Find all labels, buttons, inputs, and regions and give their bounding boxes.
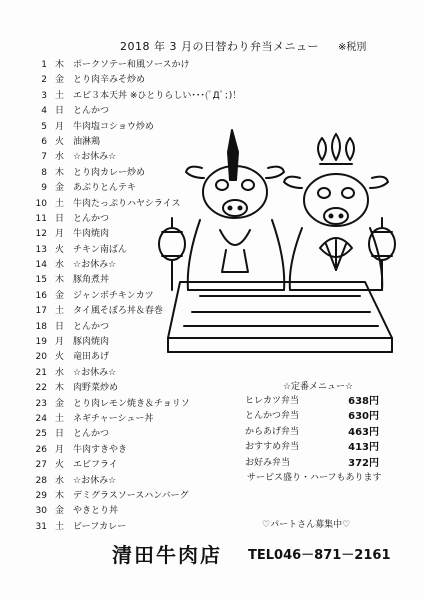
- menu-day: 6: [41, 136, 47, 147]
- menu-item: やきとり丼: [73, 506, 119, 517]
- menu-weekday: 土: [55, 521, 65, 532]
- menu-day: 9: [41, 183, 47, 194]
- hina-doll-cows-illustration: [140, 120, 400, 365]
- menu-day: 3: [41, 90, 47, 101]
- menu-item: ビーフカレー: [73, 521, 127, 532]
- odairi-cow-icon: [186, 130, 284, 290]
- menu-weekday: 火: [55, 244, 65, 255]
- menu-item: エビフライ: [73, 460, 118, 471]
- menu-row: [33, 58, 263, 73]
- menu-weekday: 木: [55, 167, 65, 178]
- menu-item: ☆お休み☆: [73, 367, 117, 378]
- menu-item: 牛肉すきやき: [73, 444, 128, 455]
- menu-row: [33, 443, 263, 458]
- menu-row: [33, 89, 263, 104]
- menu-day: 10: [35, 198, 47, 209]
- menu-weekday: 木: [55, 383, 65, 394]
- shop-name: 清田牛肉店: [112, 543, 222, 567]
- menu-item: チキン南ばん: [73, 244, 127, 255]
- recruitment-note: ♡パートさん募集中♡: [262, 520, 351, 530]
- menu-weekday: 月: [55, 337, 65, 348]
- menu-item: 牛肉塩コショウ炒め: [73, 121, 154, 132]
- menu-weekday: 土: [55, 198, 65, 209]
- menu-row: [33, 474, 263, 489]
- menu-item: タイ風そぼろ丼＆春巻: [73, 306, 163, 317]
- dais-platform: [168, 282, 392, 352]
- menu-day: 20: [35, 352, 47, 363]
- menu-weekday: 土: [55, 306, 65, 317]
- menu-day: 31: [35, 521, 47, 532]
- menu-item: 竜田あげ: [73, 352, 110, 363]
- standard-menu-name: とんかつ弁当: [245, 411, 300, 422]
- menu-item: ☆お休み☆: [73, 152, 117, 163]
- menu-row: [33, 366, 263, 381]
- menu-weekday: 金: [55, 398, 65, 409]
- menu-day: 18: [35, 321, 47, 332]
- menu-day: 4: [41, 106, 47, 117]
- menu-weekday: 金: [55, 506, 65, 517]
- menu-day: 29: [35, 490, 47, 501]
- menu-day: 27: [35, 460, 47, 471]
- menu-item: エビ３本天丼 ※ひとりらしい･･･(ﾟДﾟ；)！: [73, 90, 242, 101]
- menu-weekday: 日: [55, 429, 65, 440]
- menu-weekday: 月: [55, 444, 65, 455]
- menu-day: 14: [35, 260, 47, 271]
- menu-day: 21: [35, 367, 47, 378]
- menu-weekday: 金: [55, 75, 65, 86]
- menu-item: とんかつ: [73, 106, 110, 117]
- menu-weekday: 月: [55, 229, 65, 240]
- menu-day: 22: [35, 383, 47, 394]
- ohina-cow-icon: [284, 134, 388, 290]
- menu-day: 25: [35, 429, 47, 440]
- menu-item: ☆お休み☆: [73, 260, 117, 271]
- menu-day: 8: [41, 167, 47, 178]
- menu-day: 30: [35, 506, 47, 517]
- menu-item: とんかつ: [73, 321, 110, 332]
- menu-row: [33, 73, 263, 88]
- tax-note: ※税別: [338, 42, 367, 53]
- menu-item: 豚肉焼肉: [73, 337, 110, 348]
- menu-item: ジャンボチキンカツ: [73, 290, 154, 301]
- menu-day: 1: [41, 60, 47, 70]
- menu-weekday: 日: [55, 106, 65, 117]
- menu-weekday: 水: [55, 260, 65, 271]
- menu-row: [33, 397, 263, 412]
- standard-menu-note: サービス盛り・ハーフもあります: [247, 472, 382, 483]
- menu-row: [33, 427, 263, 442]
- menu-row: [33, 520, 263, 535]
- menu-weekday: 火: [55, 136, 65, 147]
- menu-day: 16: [35, 290, 47, 301]
- standard-menu-price: 638円: [348, 396, 379, 407]
- menu-item: とんかつ: [73, 213, 110, 224]
- menu-day: 24: [35, 413, 47, 424]
- phone-number: TEL046－871－2161: [248, 548, 391, 563]
- menu-item: 油淋鶏: [73, 136, 101, 147]
- standard-menu-price: 372円: [348, 457, 379, 469]
- menu-item: あぶりとんテキ: [73, 183, 137, 194]
- menu-weekday: 火: [55, 460, 65, 471]
- menu-day: 7: [41, 152, 47, 163]
- standard-menu-name: お好み弁当: [245, 457, 291, 468]
- lantern-left-icon: [159, 218, 185, 290]
- menu-item: とんかつ: [73, 429, 110, 440]
- standard-menu-price: 463円: [348, 426, 379, 438]
- standard-menu-row: [243, 456, 393, 471]
- menu-weekday: 火: [55, 352, 65, 363]
- menu-day: 12: [35, 229, 47, 240]
- menu-row: [33, 458, 263, 473]
- page-title: 2018 年 3 月の日替わり弁当メニュー: [120, 40, 319, 53]
- standard-menu-name: からあげ弁当: [245, 426, 300, 437]
- menu-weekday: 月: [55, 121, 65, 132]
- menu-row: [33, 504, 263, 519]
- menu-row: [33, 489, 263, 504]
- menu-day: 26: [35, 444, 47, 455]
- menu-weekday: 水: [55, 152, 65, 163]
- menu-item: 豚角煮丼: [73, 275, 110, 286]
- menu-weekday: 木: [55, 490, 65, 501]
- menu-weekday: 日: [55, 213, 65, 224]
- menu-row: [33, 412, 263, 427]
- menu-item: とり肉辛みそ炒め: [73, 75, 146, 86]
- menu-day: 17: [35, 306, 47, 317]
- menu-item: とり肉カレー炒め: [73, 167, 146, 178]
- menu-day: 19: [35, 337, 47, 348]
- standard-menu-name: ヒレカツ弁当: [245, 396, 300, 406]
- menu-item: ネギチャーシュー丼: [73, 413, 154, 424]
- menu-weekday: 金: [55, 183, 65, 194]
- menu-day: 28: [35, 475, 47, 486]
- menu-day: 11: [35, 213, 47, 224]
- menu-weekday: 水: [55, 367, 65, 378]
- standard-menu-row: [243, 409, 393, 424]
- menu-item: 牛肉焼肉: [73, 229, 110, 240]
- menu-item: 肉野菜炒め: [73, 383, 119, 394]
- menu-row: [33, 381, 263, 396]
- menu-day: 15: [35, 275, 47, 286]
- menu-weekday: 土: [55, 90, 65, 101]
- standard-menu-row: [243, 440, 393, 455]
- menu-item: 牛肉たっぷりハヤシライス: [73, 198, 181, 209]
- standard-menu-name: おすすめ弁当: [245, 442, 300, 453]
- menu-weekday: 水: [55, 475, 65, 486]
- menu-day: 5: [41, 121, 47, 132]
- standard-menu-price: 630円: [348, 411, 379, 423]
- menu-item: とり肉レモン焼き＆チョリソ: [73, 398, 190, 409]
- menu-weekday: 土: [55, 413, 65, 424]
- standard-menu-title: ☆定番メニュー☆: [282, 382, 354, 392]
- menu-weekday: 日: [55, 321, 65, 332]
- menu-item: ポークソテー和風ソースかけ: [73, 60, 190, 70]
- menu-item: ☆お休み☆: [73, 475, 117, 486]
- menu-day: 2: [41, 75, 47, 86]
- standard-menu-box: [243, 380, 393, 486]
- standard-menu-row: [243, 394, 393, 409]
- menu-weekday: 木: [55, 275, 65, 286]
- standard-menu-row: [243, 425, 393, 440]
- menu-day: 23: [35, 398, 47, 409]
- standard-menu-price: 413円: [348, 442, 379, 454]
- menu-item: デミグラスソースハンバーグ: [73, 490, 189, 501]
- menu-row: [33, 104, 263, 119]
- menu-day: 13: [35, 244, 47, 255]
- menu-weekday: 木: [55, 60, 65, 70]
- menu-weekday: 金: [55, 290, 65, 301]
